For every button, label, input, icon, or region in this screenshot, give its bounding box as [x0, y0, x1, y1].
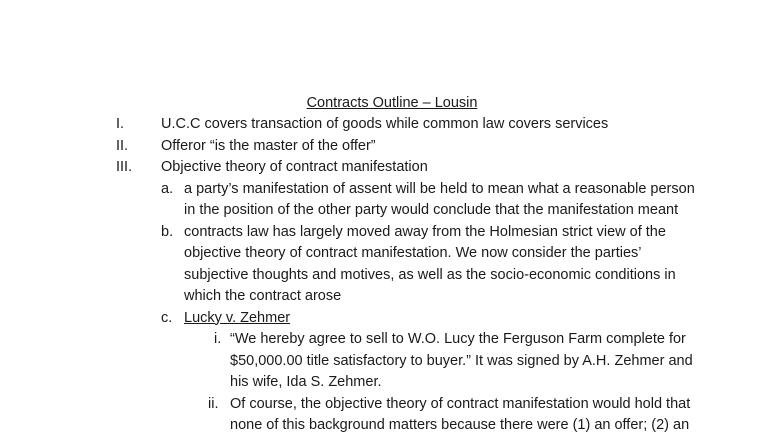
outline-item-text: U.C.C covers transaction of goods while common law covers services	[161, 116, 609, 132]
outline-marker: b.	[161, 223, 174, 240]
outline-item-line: objective theory of contract manifestation. We now consider the parties’	[184, 245, 642, 261]
outline-marker: II.	[116, 137, 129, 154]
outline-item-line: “We hereby agree to sell to W.O. Lucy the Ferguson Farm complete for	[230, 331, 686, 347]
outline-item-line: Of course, the objective theory of contract manifestation would hold that	[230, 395, 691, 412]
outline-marker: III.	[116, 159, 133, 175]
outline-marker: I.	[116, 116, 125, 132]
outline-marker: i.	[214, 331, 222, 347]
outline-item-line: in the position of the other party would conclude that the manifestation meant	[184, 202, 679, 218]
outline-item-line: which the contract arose	[184, 288, 342, 304]
outline-item-line: a party’s manifestation of assent will be held to mean what a reasonable person	[184, 180, 695, 197]
page-title: Contracts Outline – Lousin	[306, 95, 478, 111]
outline-marker: ii.	[208, 395, 219, 412]
outline-marker: c.	[161, 309, 173, 326]
outline-item-text: Offeror “is the master of the offer”	[161, 137, 376, 154]
outline-item-text: Objective theory of contract manifestation	[161, 159, 428, 175]
outline-item-line: none of this background matters because there were (1) an offer; (2) an	[230, 417, 690, 433]
case-name-heading: Lucky v. Zehmer	[184, 309, 291, 326]
outline-item-line: $50,000.00 title satisfactory to buyer.” It was signed by A.H. Zehmer and	[230, 352, 693, 369]
outline-item-line: contracts law has largely moved away from the Holmesian strict view of the	[184, 223, 666, 240]
outline-marker: a.	[161, 180, 174, 197]
outline-item-line: subjective thoughts and motives, as well as the socio-economic conditions in	[184, 266, 676, 283]
outline-item-line: his wife, Ida S. Zehmer.	[230, 374, 382, 390]
